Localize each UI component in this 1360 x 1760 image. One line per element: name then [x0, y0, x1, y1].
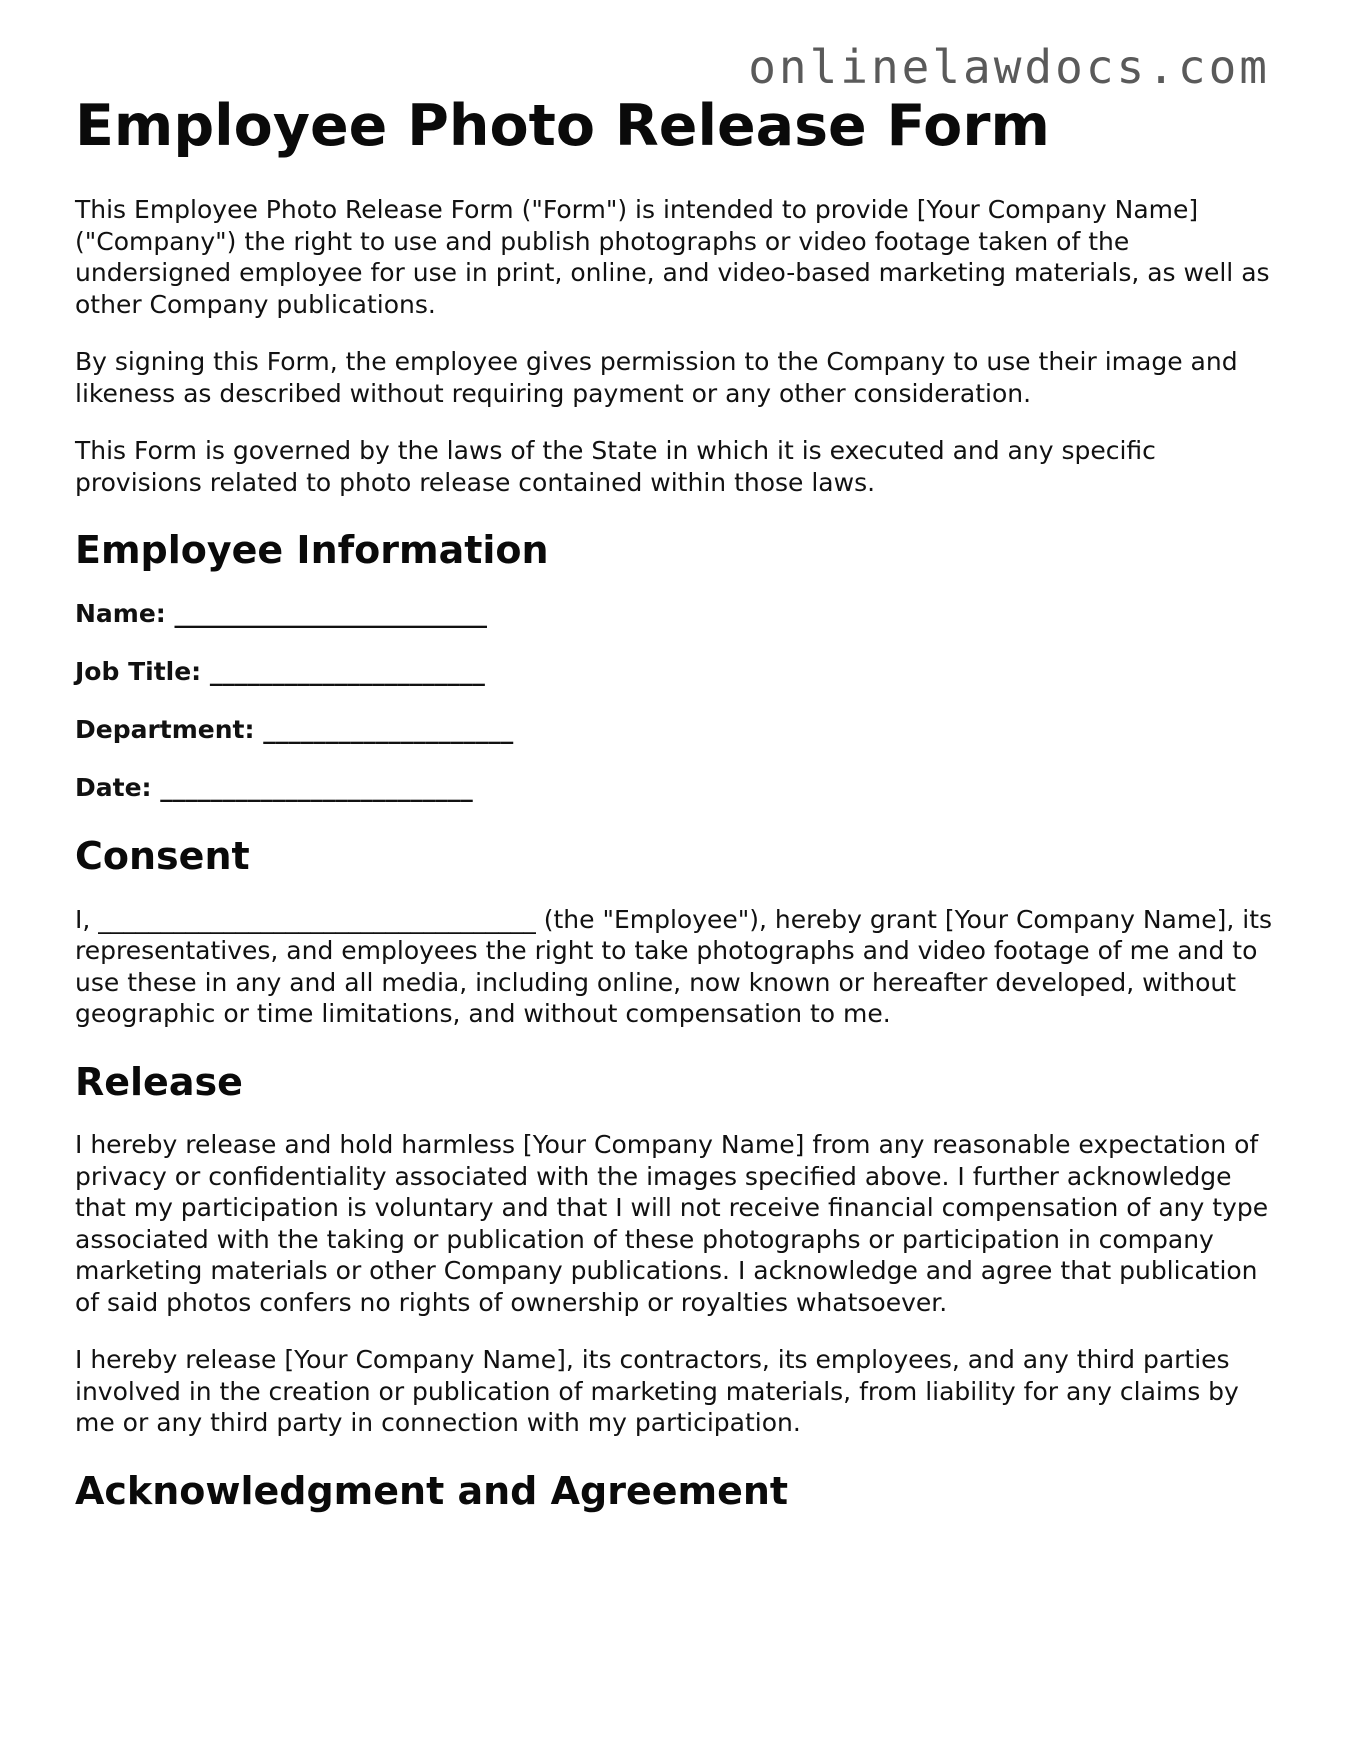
job-title-blank-line[interactable]: ______________________ [209, 656, 485, 686]
document-page [75, 92, 1285, 1538]
department-label: Department: [75, 714, 255, 744]
department-blank-line[interactable]: ____________________ [263, 714, 514, 744]
intro-paragraph-3: This Form is governed by the laws of the State in which it is executed and any specific provisions related to photo release contained within those laws. [75, 436, 1156, 497]
name-label: Name: [75, 598, 166, 628]
acknowledgment-heading: Acknowledgment and Agreement [75, 1468, 789, 1513]
name-field[interactable] [75, 598, 1285, 630]
consent-heading: Consent [75, 833, 250, 878]
release-heading: Release [75, 1059, 243, 1104]
watermark-text: onlinelawdocs.com [748, 40, 1270, 94]
employee-info-heading: Employee Information [75, 528, 549, 573]
release-paragraph-1: I hereby release and hold harmless [Your Company Name] from any reasonable expectation of privacy or confidentiality associated with the images specified above. I further acknowledge that my participation is voluntary and that I will not receive financial compensation of any type associated with the taking or publication of these photographs or participation in company marketing materials or other Company publications. I acknowledge and agree that publication of said photos confers no rights of ownership or royalties whatsoever. [75, 1130, 1269, 1317]
date-label: Date: [75, 772, 152, 802]
intro-paragraph-1: This Employee Photo Release Form ("Form") is intended to provide [Your Company Name] ("Company") the right to use and publish photographs or video footage taken of the undersigned employee for use in print, online, and video-based marketing materials, as well as other Company publications. [75, 195, 1270, 319]
document-title: Employee Photo Release Form [75, 93, 1050, 159]
date-field[interactable] [75, 772, 1285, 804]
department-field[interactable] [75, 714, 1285, 746]
consent-paragraph: I, ___________________________________ (the "Employee"), hereby grant [Your Company Name], its representatives, and employees the right to take photographs and video footage of me and to use these in any and all media, including online, now known or hereafter developed, without geographic or time limitations, and without compensation to me. [75, 904, 1273, 1029]
intro-paragraph-2: By signing this Form, the employee gives permission to the Company to use their image and likeness as described without requiring payment or any other consideration. [75, 347, 1238, 408]
job-title-label: Job Title: [75, 656, 202, 686]
release-paragraph-2: I hereby release [Your Company Name], its contractors, its employees, and any third parties involved in the creation or publication of marketing materials, from liability for any claims by me or any third party in connection with my participation. [75, 1345, 1239, 1438]
date-blank-line[interactable]: _________________________ [160, 772, 473, 802]
name-blank-line[interactable]: _________________________ [174, 598, 488, 628]
job-title-field[interactable] [75, 656, 1285, 688]
